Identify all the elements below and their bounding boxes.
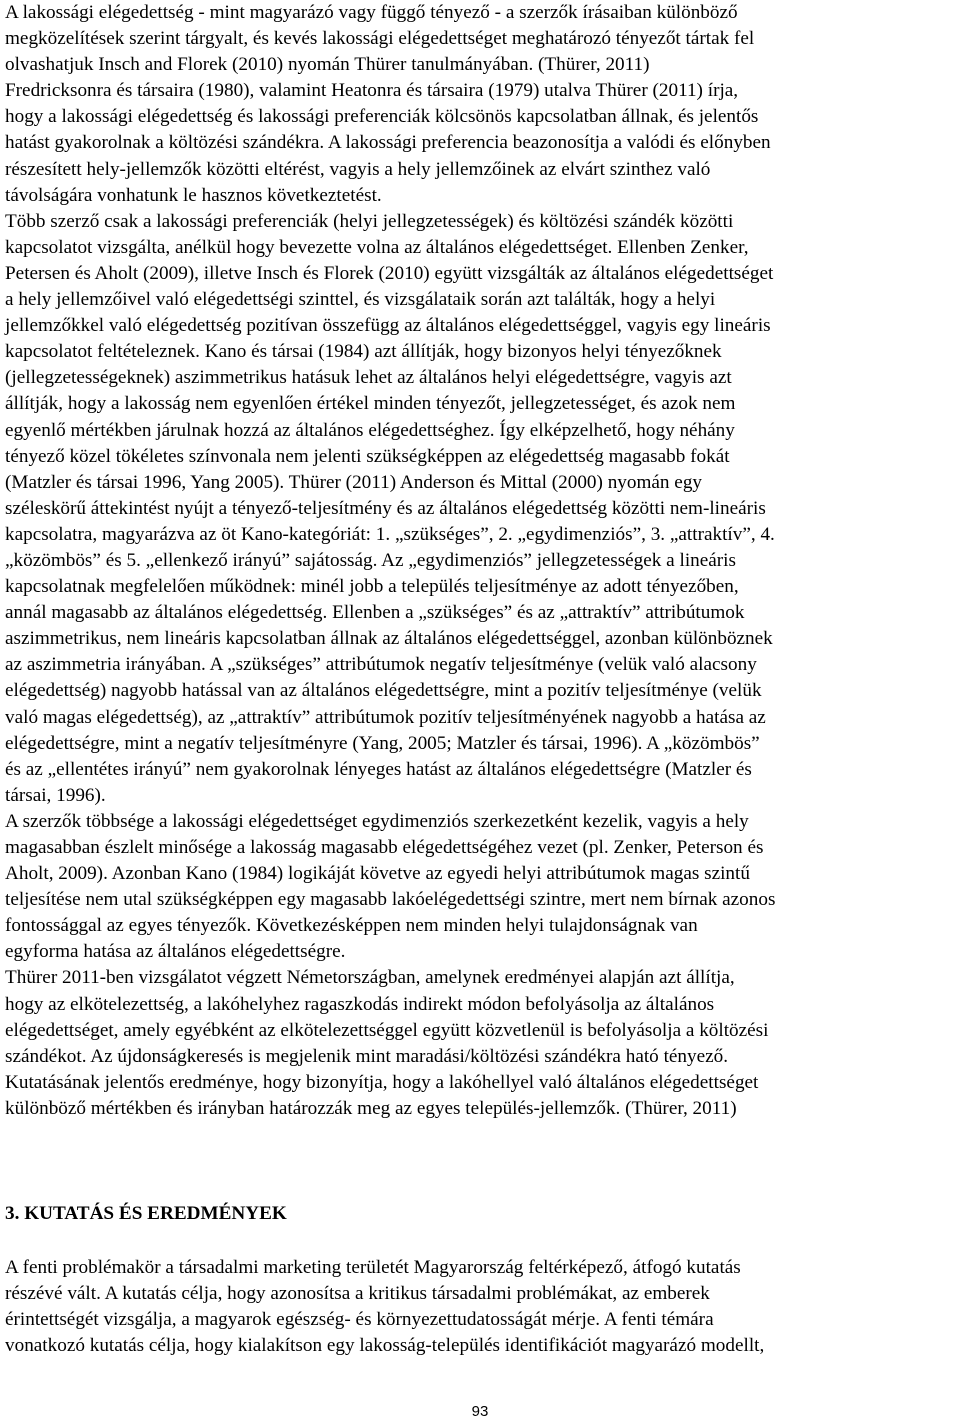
body-paragraph-2: Több szerző csak a lakossági preferenciák (helyi jellegzetességek) és költözési szándék közötti kapcsolatot vizsgálta, anélkül hogy bevezette volna az általános elégedettséget. Ellenben Zenker, Petersen és Aholt (2009), illetve Insch és Florek (2010) együtt vizsgálták az általános elégedettséget a hely jellemzőivel való elégedettségi szinttel, és vizsgálataik során azt találták, hogy a helyi jellemzőkkel való elégedettség pozitívan összefügg az általános elégedettséggel, vagyis egy lineáris kapcsolatot feltételeznek. Kano és társai (1984) azt állítják, hogy bizonyos helyi tényezőknek (jellegzetességeknek) aszimmetrikus hatásuk lehet az általános helyi elégedettségre, vagyis azt állítják, hogy a lakosság nem egyenlően értékel minden tényezőt, jellegzetességet, és azok nem egyenlő mértékben járulnak hozzá az általános elégedettséghez. Így elképzelhető, hogy néhány tényező közel tökéletes színvonala nem jelenti szükségképpen az elégedettség magasabb fokát (Matzler és társai 1996, Yang 2005). Thürer (2011) Anderson és Mittal (2000) nyomán egy széleskörű áttekintést nyújt a tényező-teljesítmény és az általános elégedettség közötti nem-lineáris kapcsolatra, magyarázva az öt Kano-kategóriát: 1. „szükséges”, 2. „egydimenziós”, 3. „attraktív”, 4. „közömbös” és 5. „ellenkező irányú” sajátosság. Az „egydimenziós” jellegzetességek a lineáris kapcsolatnak megfelelően működnek: minél jobb a település teljesítménye az adott tényezőben, annál magasabb az általános elégedettség. Ellenben a „szükséges” és az „attraktív” attribútumok aszimmetrikus, nem lineáris kapcsolatban állnak az általános elégedettséggel, azonban különböznek az aszimmetria irányában. A „szükséges” attribútumok negatív teljesítménye (velük való alacsony elégedettség) nagyobb hatással van az általános elégedettségre, mint a pozitív teljesítménye (velük való magas elégedettség), az „attraktív” attribútumok pozitív teljesítményének nagyobb a hatása az elégedettségre, mint a negatív teljesítményre (Yang, 2005; Matzler és társai, 1996). A „közömbös” és az „ellentétes irányú” nem gyakorolnak lényeges hatást az általános elégedettségre (Matzler és társai, 1996). [5,210,775,806]
body-paragraph-3: A szerzők többsége a lakossági elégedettséget egydimenziós szerkezetként kezelik, vagyis a hely magasabban észlelt minősége a lakosság magasabb elégedettségéhez vezet (pl. Zenker, Peterson és Aholt, 2009). Azonban Kano (1984) logikáját követve az egyedi helyi attribútumok magas szintű teljesítése nem utal szükségképpen egy magasabb lakóelégedettségi szintre, mert nem bírnak azonos fontossággal az egyes tényezők. Következésképpen nem minden helyi tulajdonságnak van egyforma hatása az általános elégedettségre. [5,810,776,963]
document-page [5,0,955,1122]
section-paragraph: A fenti problémakör a társadalmi marketing területét Magyarország feltérképező, átfogó kutatás részévé vált. A kutatás célja, hogy azonosítsa a kritikus társadalmi problémákat, az emberek érintettségét vizsgálja, a magyarok egészség- és környezettudatosságát mérje. A fenti témára vonatkozó kutatás célja, hogy kialakítson egy lakosság-település identifikációt magyarázó modellt, [5,1257,765,1357]
page-number: 93 [471,1403,489,1420]
body-paragraph-1: A lakossági elégedettség - mint magyarázó vagy függő tényező - a szerzők írásaiban különböző megközelítések szerint tárgyalt, és kevés lakossági elégedettséget meghatározó tényezőt tártak fel olvashatjuk Insch and Florek (2010) nyomán Thürer tanulmányában. (Thürer, 2011) Fredricksonra és társaira (1980), valamint Heatonra és társaira (1979) utalva Thürer (2011) írja, hogy a lakossági elégedettség és lakossági preferenciák kölcsönös kapcsolatban állnak, és jelentős hatást gyakorolnak a költözési szándékra. A lakossági preferencia beazonosítja a valódi és előnyben részesített hely-jellemzők közötti eltérést, vagyis a hely jellemzőinek az elvárt szinthez való távolságára vonhatunk le hasznos következtetést. [5,2,771,206]
section-body [5,1255,955,1359]
section-heading: 3. KUTATÁS ÉS EREDMÉNYEK [5,1203,287,1224]
body-paragraph-4: Thürer 2011-ben vizsgálatot végzett Németországban, amelynek eredményei alapján azt állítja, hogy az elkötelezettség, a lakóhelyhez ragaszkodás indirekt módon befolyásolja az általános elégedettséget, amely egyébként az elkötelezettséggel együtt közvetlenül is befolyásolja a költözési szándékot. Az újdonságkeresés is megjelenik mint maradási/költözési szándékra ható tényező. Kutatásának jelentős eredménye, hogy bizonyítja, hogy a lakóhellyel való általános elégedettséget különböző mértékben és irányban határozzák meg az egyes település-jellemzők. (Thürer, 2011) [5,967,769,1119]
